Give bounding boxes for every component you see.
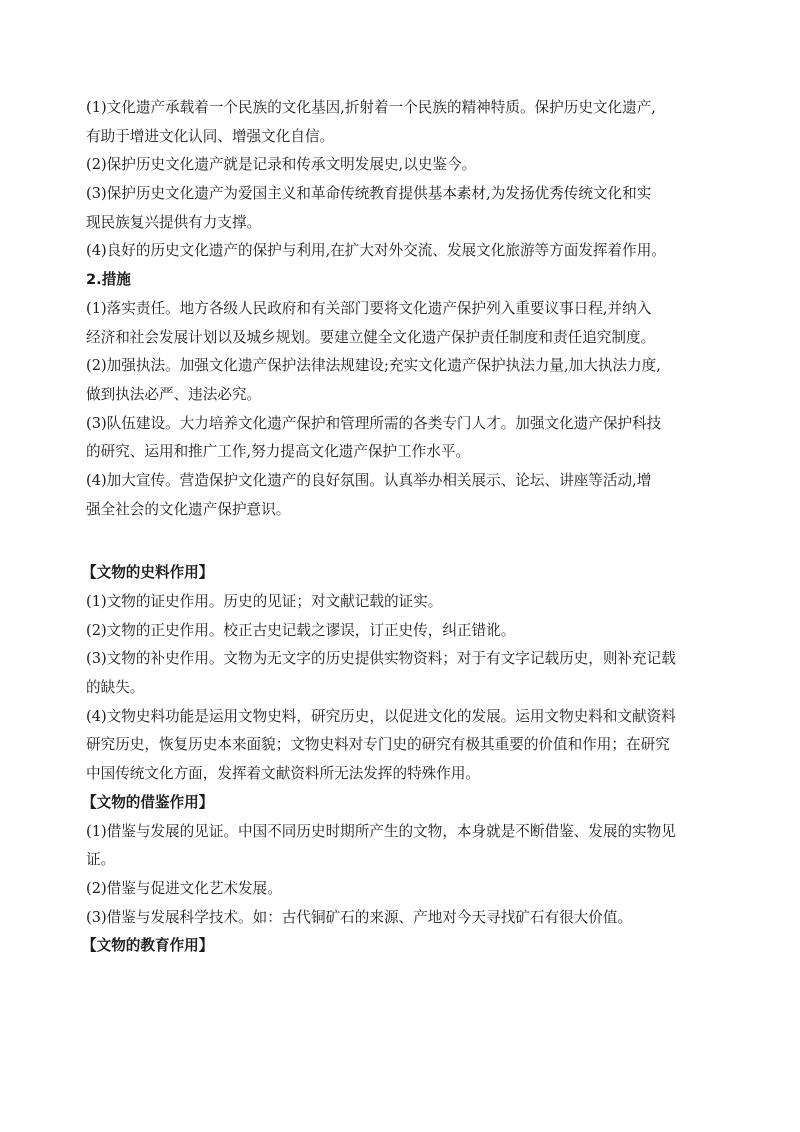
text-line: (3)保护历史文化遗产为爱国主义和革命传统教育提供基本素材,为发扬优秀传统文化和实 <box>86 185 652 203</box>
text-line: 研究历史，恢复历史本来面貌；文物史料对专门史的研究有极其重要的价值和作用；在研究 <box>86 736 670 754</box>
spacer <box>86 524 726 559</box>
text-line: (2)加强执法。加强文化遗产保护法律法规建设;充实文化遗产保护执法力量,加大执法力度, <box>86 357 661 375</box>
paragraph <box>86 467 726 524</box>
text-line: (1)文化遗产承载着一个民族的文化基因,折射着一个民族的精神特质。保护历史文化遗产, <box>86 99 656 116</box>
text-line: (2)借鉴与促进文化艺术发展。 <box>86 879 282 897</box>
text-line: 证。 <box>86 851 116 869</box>
paragraph <box>86 818 726 875</box>
section-heading-reference: 【文物的借鉴作用】 <box>82 793 214 811</box>
text-line: (2)文物的正史作用。校正古史记载之谬误，订正史传，纠正错讹。 <box>86 621 516 639</box>
section-heading-historical: 【文物的史料作用】 <box>82 564 214 582</box>
text-line: 强全社会的文化遗产保护意识。 <box>86 500 291 518</box>
paragraph <box>86 94 726 151</box>
text-line: (1)借鉴与发展的见证。中国不同历史时期所产生的文物，本身就是不断借鉴、发展的实物见 <box>86 822 676 840</box>
paragraph <box>86 410 726 467</box>
text-line: (4)加大宣传。营造保护文化遗产的良好氛围。认真举办相关展示、论坛、讲座等活动,增 <box>86 471 652 489</box>
text-line: (3)文物的补史作用。文物为无文字的历史提供实物资料；对于有文字记载历史，则补充记载 <box>86 650 676 668</box>
paragraph <box>86 588 726 617</box>
document-page <box>82 94 726 961</box>
paragraph <box>86 352 726 409</box>
section-heading-measures: 2.措施 <box>86 271 131 289</box>
section-heading-education: 【文物的教育作用】 <box>82 937 214 955</box>
paragraph <box>86 237 726 266</box>
text-line: 的研究、运用和推广工作,努力提高文化遗产保护工作水平。 <box>86 443 471 461</box>
paragraph <box>86 904 726 933</box>
reference-list <box>86 818 726 933</box>
paragraph <box>86 180 726 237</box>
paragraph <box>86 617 726 646</box>
text-line: 的缺失。 <box>86 679 145 697</box>
text-line: (1)落实责任。地方各级人民政府和有关部门要将文化遗产保护列入重要议事日程,并纳入 <box>86 299 652 317</box>
text-line: (2)保护历史文化遗产就是记录和传承文明发展史,以史鉴今。 <box>86 156 477 174</box>
paragraph <box>86 645 726 702</box>
text-line: (4)文物史料功能是运用文物史料，研究历史，以促进文化的发展。运用文物史料和文献资料 <box>86 707 676 725</box>
text-line: 做到执法必严、违法必究。 <box>86 385 262 403</box>
significance-list <box>86 94 726 266</box>
text-line: 中国传统文化方面，发挥着文献资料所无法发挥的特殊作用。 <box>86 765 481 783</box>
paragraph <box>86 875 726 904</box>
text-line: 经济和社会发展计划以及城乡规划。要建立健全文化遗产保护责任制度和责任追究制度。 <box>86 328 656 346</box>
measures-list <box>86 295 726 525</box>
text-line: 有助于增进文化认同、增强文化自信。 <box>86 127 335 145</box>
text-line: (1)文物的证史作用。历史的见证；对文献记载的证实。 <box>86 593 443 610</box>
paragraph <box>86 295 726 352</box>
historical-list <box>86 588 726 789</box>
text-line: (3)借鉴与发展科学技术。如：古代铜矿石的来源、产地对今天寻找矿石有很大价值。 <box>86 908 633 926</box>
paragraph <box>86 151 726 180</box>
text-line: (4)良好的历史文化遗产的保护与利用,在扩大对外交流、发展文化旅游等方面发挥着作用。 <box>86 242 666 260</box>
paragraph <box>86 703 726 789</box>
text-line: 现民族复兴提供有力支撑。 <box>86 213 262 231</box>
text-line: (3)队伍建设。大力培养文化遗产保护和管理所需的各类专门人才。加强文化遗产保护科技 <box>86 414 662 432</box>
